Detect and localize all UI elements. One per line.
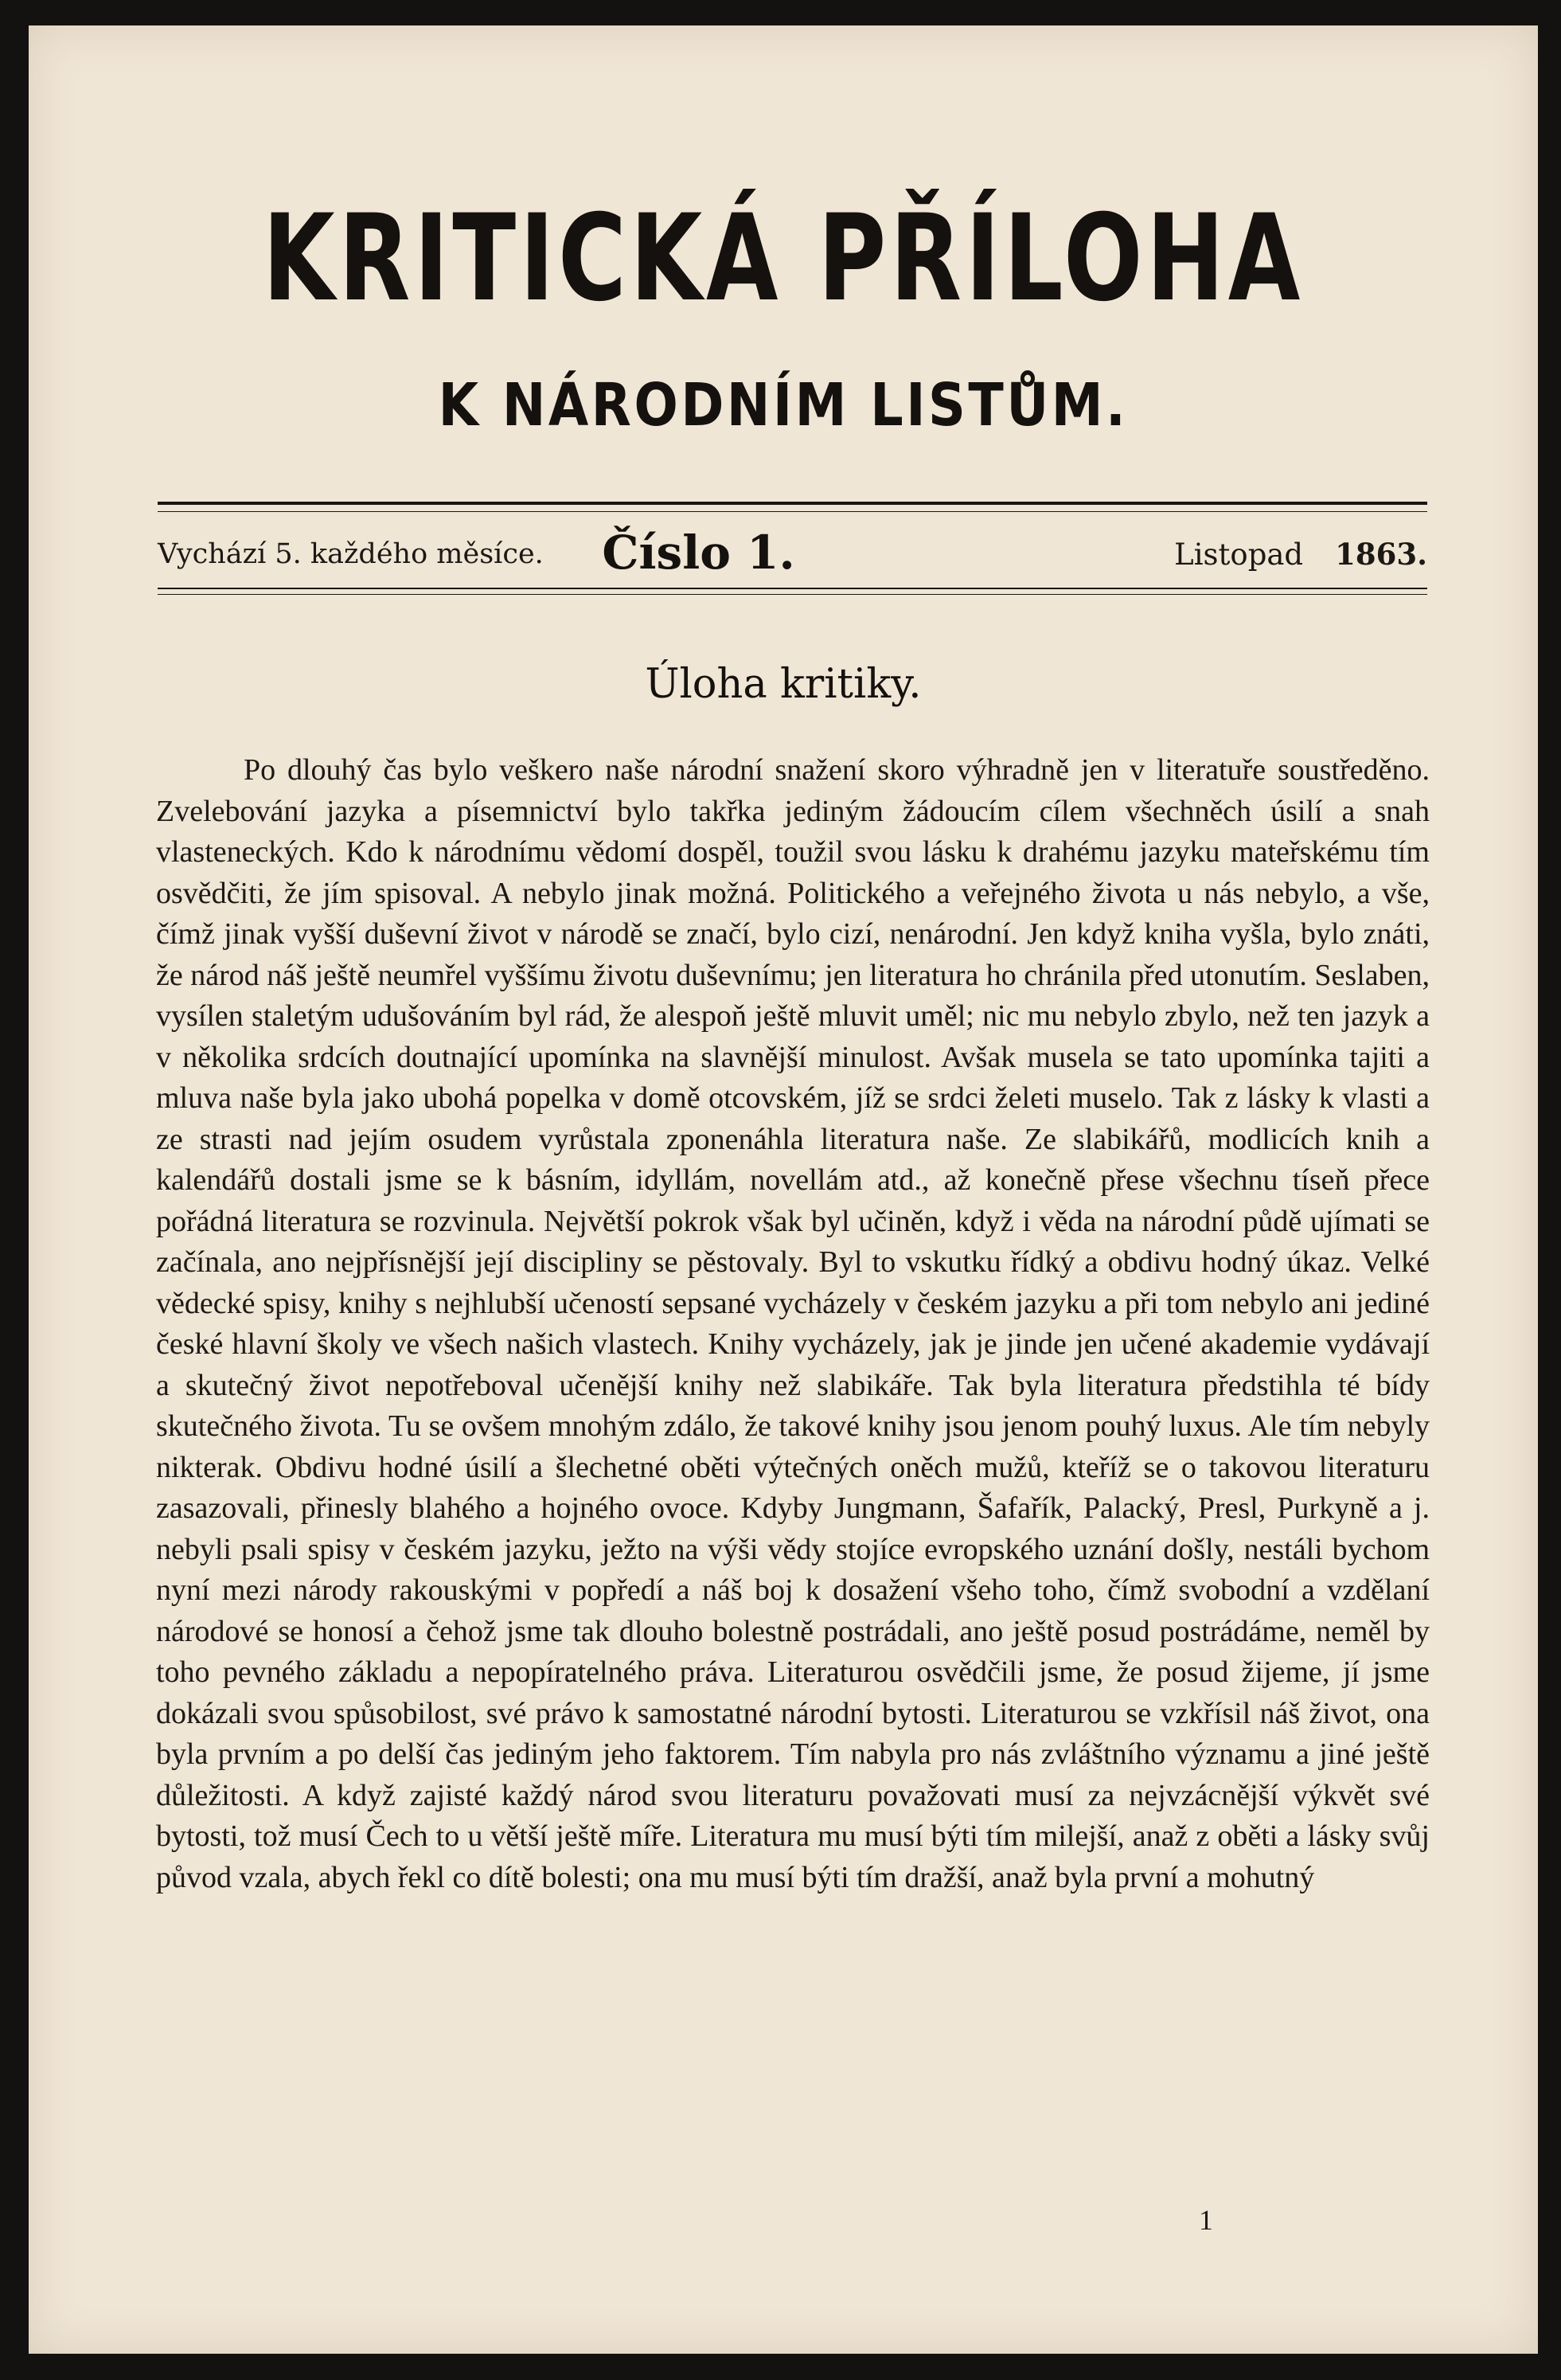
issue-year: 1863. [1335, 537, 1427, 572]
masthead-rule-bottom-thin [158, 594, 1427, 595]
article-title: Úloha kritiky. [645, 661, 922, 708]
masthead-rule-bottom [158, 588, 1427, 589]
masthead-title: KRITICKÁ PŘÍLOHA [262, 190, 1305, 328]
issue-info-bar [158, 519, 1427, 583]
newspaper-page [29, 25, 1538, 2354]
masthead-rule-top [158, 502, 1427, 505]
publication-frequency: Vychází 5. každého měsíce. [158, 538, 544, 570]
article-body: Po dlouhý čas bylo veškero naše národní snažení skoro výhradně jen v literatuře soustředěno. Zvelebování jazyka a písemnictví bylo takřka jediným žádoucím cílem všechněch úsilí a snah vlasteneckých. Kdo k národnímu vědomí dospěl, toužil svou lásku k drahému jazyku mateřskému tím osvědčiti, že jím spisoval. A nebylo jinak možná. Politického a veřejného života u nás nebylo, a vše, čímž jinak vyšší duševní život v národě se značí, bylo cizí, nenárodní. Jen když kniha vyšla, bylo znáti, že národ náš ještě neumřel vyššímu životu duševnímu; jen literatura ho chránila před utonutím. Seslaben, vysílen staletým udušováním byl rád, že alespoň ještě mluvit uměl; nic mu nebylo zbylo, než ten jazyk a v několika srdcích doutnající upomínka na slavnější minulost. Avšak musela se tato upomínka tajiti a mluva naše byla jako ubohá popelka v domě otcovském, jíž se srdci želeti muselo. Tak z lásky k vlasti a ze strasti nad jejím osudem vyrůstala zponenáhla literatura naše. Ze slabikářů, modlicích knih a kalendářů dostali jsme se k básním, idyllám, novellám atd., až konečně přese všechnu tíseň přece pořádná literatura se rozvinula. Největší pokrok však byl učiněn, když i věda na národní půdě ujímati se začínala, ano nejpřísnější její discipliny se pěstovaly. Byl to vskutku řídký a obdivu hodný úkaz. Velké vědecké spisy, knihy s nejhlubší učeností sepsané vycházely v českém jazyku a při tom nebylo ani jediné české hlavní školy ve všech našich vlastech. Knihy vycházely, jak je jinde jen učené akademie vydávají a skutečný život nepotřeboval učenější knihy než slabikáře. Tak byla literatura předstihla té bídy skutečného života. Tu se ovšem mnohým zdálo, že takové knihy jsou jenom pouhý luxus. Ale tím nebyly nikterak. Obdivu hodné úsilí a šlechetné oběti výtečných oněch mužů, kteříž se o takovou literaturu zasazovali, přinesly blahého a hojného ovoce. Kdyby Jungmann, Šafařík, Palacký, Presl, Purkyně a j. nebyli psali spisy v českém jazyku, ježto na výši vědy stojíce evropského uznání došly, nestáli bychom nyní mezi národy rakouskými v popředí a náš boj k dosažení všeho toho, čímž svobodní a vzdělaní národové se honosí a čehož jsme tak dlouho bolestně postrádali, ano ještě posud postrádáme, neměl by toho pevného základu a nepopíratelného práva. Literaturou osvědčili jsme, že posud žijeme, jí jsme dokázali svou spůsobilost, své právo k samostatné národní bytosti. Literaturou se vzkřísil náš život, ona byla prvním a po delší čas jediným jeho faktorem. Tím nabyla pro nás zvláštního významu a jiné ještě důležitosti. A když zajisté každý národ svou literaturu považovati musí za nejvzácnější výkvět své bytosti, tož musí Čech to u větší ještě míře. Literatura mu musí býti tím milejší, anaž z oběti a lásky svůj původ vzala, abych řekl co dítě bolesti; ona mu musí býti tím dražší, anaž byla první a mohutný [156, 753, 1430, 1894]
issue-date [1174, 537, 1427, 572]
masthead-rule-top-thin [158, 511, 1427, 512]
masthead-subtitle: K NÁRODNÍM LISTŮM. [438, 371, 1129, 440]
issue-number: Číslo 1. [602, 526, 795, 580]
page-number: 1 [1199, 2204, 1213, 2236]
issue-month: Listopad [1174, 537, 1304, 572]
